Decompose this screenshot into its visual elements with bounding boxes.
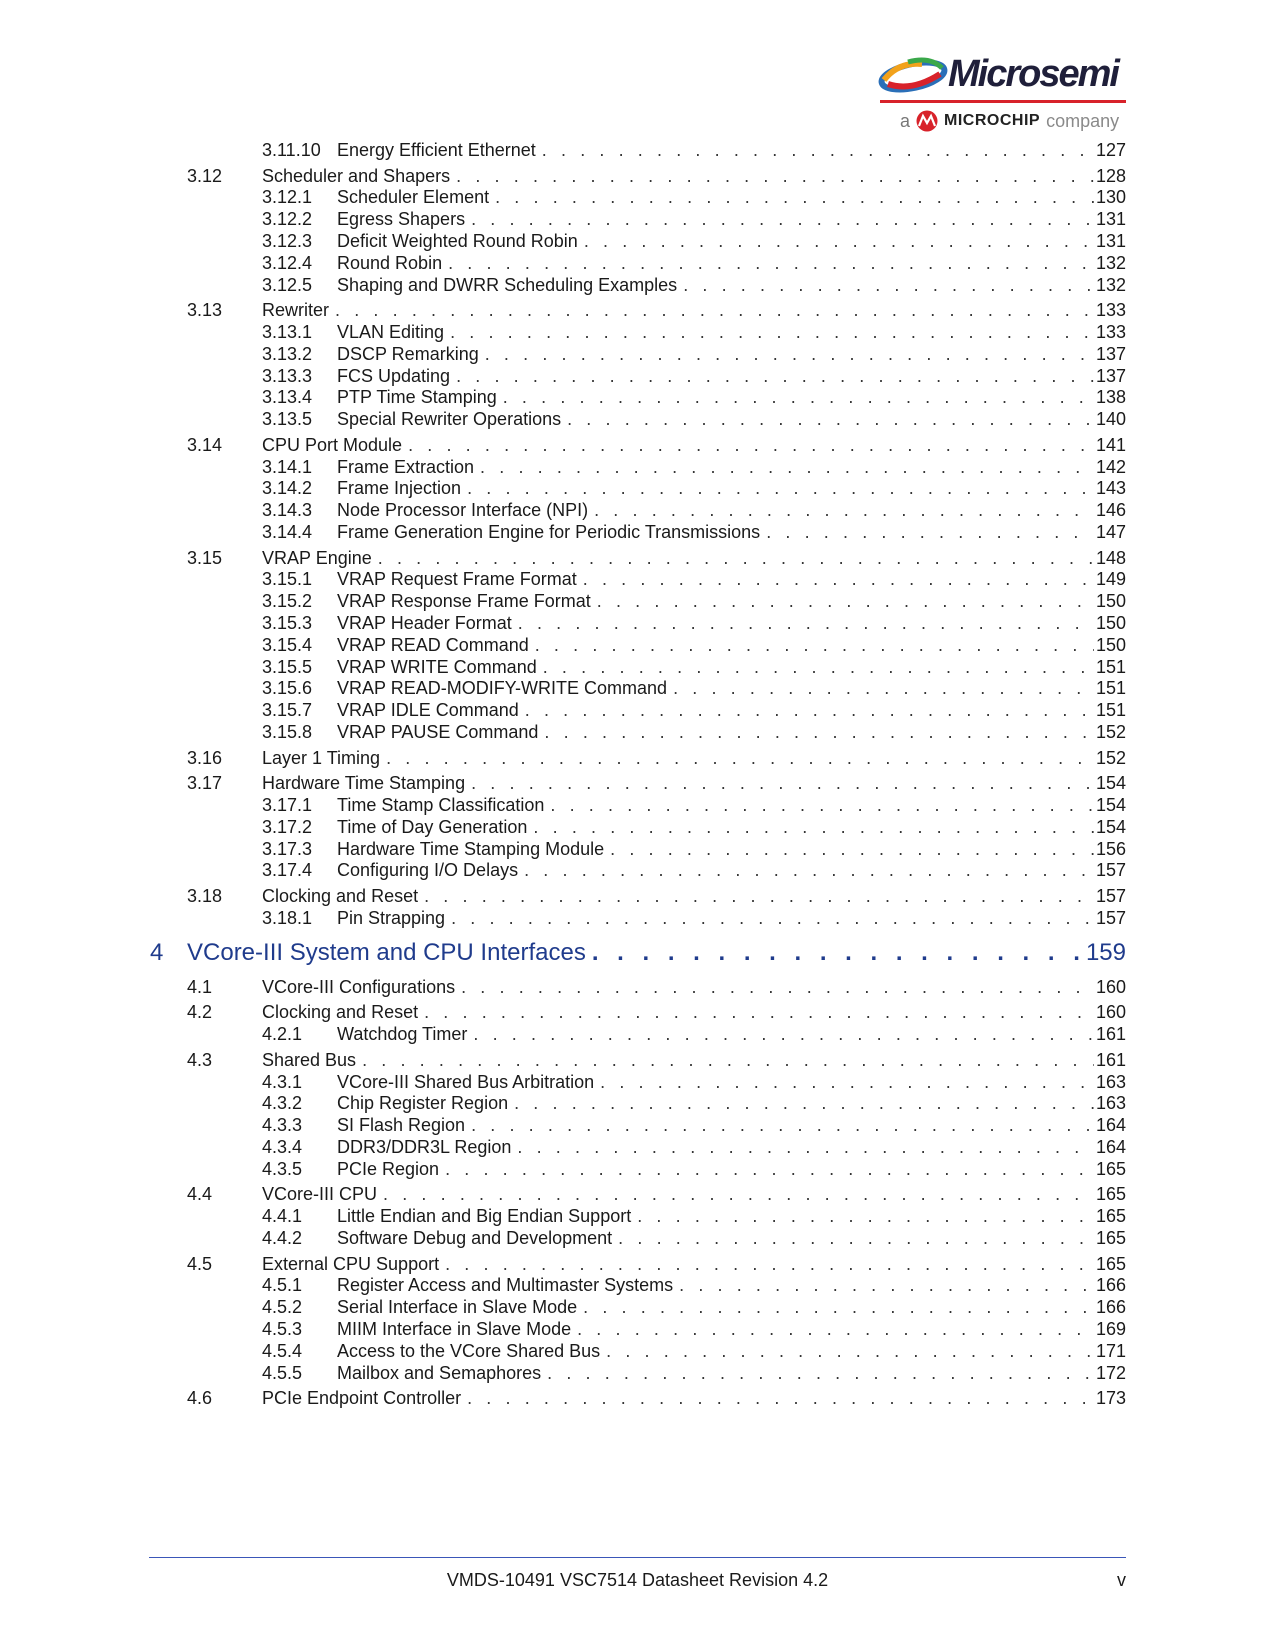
toc-entry[interactable] [262, 612, 1126, 634]
toc-leader-dots [471, 1114, 1094, 1136]
toc-entry-page: 157 [1095, 886, 1126, 906]
toc-entry-number: 3.17 [187, 773, 223, 794]
toc-entry-page: 128 [1095, 165, 1126, 186]
toc-entry-number: 4.5 [187, 1253, 213, 1274]
toc-entry-page: 160 [1095, 976, 1126, 997]
toc-entry-number: 4.5.2 [262, 1297, 303, 1318]
toc-entry-number: 4.3.3 [262, 1115, 303, 1136]
toc-entry-page: 165 [1095, 1206, 1126, 1227]
toc-entry[interactable] [150, 938, 1126, 968]
tagline [900, 108, 1119, 134]
toc-leader-dots [448, 252, 1094, 274]
toc-entry-number: 3.15.8 [262, 722, 313, 742]
toc-entry-number: 3.13.3 [262, 365, 313, 386]
toc-entry[interactable] [262, 1340, 1126, 1362]
toc-entry-number: 3.12.3 [262, 231, 313, 251]
toc-leader-dots [610, 838, 1094, 860]
toc-leader-dots [542, 139, 1094, 161]
toc-leader-dots [533, 816, 1094, 838]
toc-entry-page: 141 [1095, 434, 1126, 455]
toc-entry-number: 3.15.4 [262, 634, 313, 655]
toc-entry-title: Scheduler Element [337, 187, 490, 208]
tagline-company: MICROCHIP [944, 112, 1041, 129]
toc-entry-page: 159 [1085, 938, 1126, 966]
toc-entry[interactable] [187, 547, 1126, 569]
toc-leader-dots [637, 1205, 1094, 1227]
toc-entry-page: 156 [1095, 838, 1126, 859]
toc-entry-number: 3.18 [187, 886, 223, 906]
toc-entry[interactable] [262, 499, 1126, 521]
toc-entry[interactable] [262, 634, 1126, 656]
toc-entry-title: Frame Injection [337, 478, 462, 499]
toc-entry-title: VRAP IDLE Command [337, 700, 519, 721]
toc-leader-dots [408, 434, 1094, 456]
toc-entry-title: Little Endian and Big Endian Support [337, 1206, 632, 1227]
toc-entry-title: FCS Updating [337, 365, 451, 386]
toc-entry-page: 146 [1095, 500, 1126, 521]
toc-entry-page: 131 [1095, 209, 1126, 230]
toc-entry-title: VRAP Request Frame Format [337, 569, 577, 590]
toc-entry-title: DDR3/DDR3L Region [337, 1137, 512, 1157]
toc-entry-title: MIIM Interface in Slave Mode [337, 1319, 572, 1339]
toc-entry[interactable] [262, 838, 1126, 860]
toc-entry-title: PTP Time Stamping [337, 387, 497, 408]
toc-leader-dots [577, 1318, 1094, 1340]
toc-entry[interactable] [262, 1114, 1126, 1136]
toc-entry-page: 150 [1095, 591, 1126, 612]
toc-leader-dots [503, 386, 1094, 408]
toc-entry-number: 4.3.1 [262, 1071, 303, 1092]
toc-leader-dots [543, 656, 1094, 678]
toc-entry-page: 173 [1095, 1388, 1126, 1409]
toc-leader-dots [467, 477, 1094, 499]
toc-entry[interactable] [262, 1362, 1126, 1384]
toc-leader-dots [451, 907, 1094, 929]
toc-entry-number: 3.15.2 [262, 591, 313, 612]
toc-entry[interactable] [262, 139, 1126, 161]
toc-entry-number: 3.18.1 [262, 907, 313, 928]
toc-entry-page: 148 [1095, 547, 1126, 568]
brand-name: Microsemi [948, 53, 1118, 95]
toc-entry-page: 154 [1095, 816, 1126, 837]
toc-entry-page: 163 [1095, 1071, 1126, 1092]
toc-entry-title: External CPU Support [262, 1253, 440, 1274]
toc-entry-title: Egress Shapers [337, 209, 466, 230]
toc-entry-number: 3.17.2 [262, 816, 313, 837]
toc-entry-title: Software Debug and Development [337, 1228, 613, 1248]
toc-leader-dots [592, 938, 1084, 968]
toc-entry[interactable] [262, 1227, 1126, 1249]
toc-leader-dots [535, 634, 1094, 656]
footer-page-number: v [1117, 1570, 1126, 1590]
toc-entry-title: Shared Bus [262, 1049, 357, 1070]
toc-entry-page: 165 [1095, 1253, 1126, 1274]
toc-entry-page: 140 [1095, 409, 1126, 430]
toc-entry[interactable] [187, 1387, 1126, 1409]
toc-entry-page: 169 [1095, 1319, 1126, 1339]
toc-entry-title: Pin Strapping [337, 907, 446, 928]
toc-entry-number: 3.12.2 [262, 209, 313, 230]
toc-entry-title: Frame Extraction [337, 456, 475, 477]
toc-entry-number: 4.3.5 [262, 1158, 303, 1179]
toc-leader-dots [673, 677, 1094, 699]
toc-entry-number: 4 [150, 938, 164, 966]
toc-leader-dots [450, 321, 1094, 343]
toc-entry[interactable] [262, 907, 1126, 929]
toc-entry[interactable] [187, 976, 1126, 998]
toc-entry-page: 164 [1095, 1115, 1126, 1136]
toc-entry[interactable] [262, 590, 1126, 612]
toc-entry-page: 166 [1095, 1297, 1126, 1318]
toc-entry-page: 165 [1095, 1228, 1126, 1248]
toc-entry-title: Layer 1 Timing [262, 747, 381, 768]
toc-entry-page: 127 [1095, 140, 1126, 160]
toc-entry[interactable] [262, 859, 1126, 881]
toc-entry-number: 3.14.2 [262, 478, 313, 499]
toc-entry[interactable] [187, 1183, 1126, 1205]
toc-entry-page: 132 [1095, 274, 1126, 295]
toc-leader-dots [445, 1253, 1094, 1275]
toc-entry-number: 3.15.5 [262, 656, 313, 677]
tagline-prefix: a [900, 110, 911, 131]
toc-entry[interactable] [187, 299, 1126, 321]
toc-entry[interactable] [262, 1071, 1126, 1093]
toc-entry-title: Node Processor Interface (NPI) [337, 500, 589, 521]
toc-entry-title: Time Stamp Classification [337, 795, 545, 815]
toc-entry-title: PCIe Endpoint Controller [262, 1388, 462, 1409]
toc-entry-page: 130 [1095, 187, 1126, 208]
toc-leader-dots [383, 1183, 1094, 1205]
toc-entry-page: 154 [1095, 773, 1126, 794]
toc-leader-dots [386, 747, 1094, 769]
toc-entry-number: 3.12.1 [262, 187, 313, 208]
toc-entry-number: 4.5.5 [262, 1362, 303, 1383]
toc-entry-number: 3.15.7 [262, 700, 313, 721]
toc-entry-number: 4.5.4 [262, 1340, 303, 1361]
toc-leader-dots [550, 794, 1094, 816]
toc-leader-dots [378, 547, 1094, 569]
toc-entry-number: 4.6 [187, 1388, 213, 1409]
toc-entry-title: Serial Interface in Slave Mode [337, 1297, 578, 1318]
toc-entry-page: 150 [1095, 613, 1126, 633]
toc-entry[interactable] [262, 1158, 1126, 1180]
toc-entry-title: VRAP READ Command [337, 634, 529, 655]
toc-entry-page: 137 [1095, 343, 1126, 364]
toc-entry-page: 137 [1095, 365, 1126, 386]
toc-entry[interactable] [262, 1092, 1126, 1114]
microsemi-logo [878, 52, 1128, 136]
toc-leader-dots [461, 976, 1094, 998]
toc-leader-dots [547, 1362, 1094, 1384]
toc-entry-page: 138 [1095, 387, 1126, 408]
toc-entry-page: 152 [1095, 722, 1126, 742]
toc-entry-number: 4.2.1 [262, 1024, 303, 1045]
toc-entry-number: 3.11.10 [262, 140, 321, 160]
toc-entry-number: 4.2 [187, 1002, 213, 1023]
toc-entry[interactable] [262, 208, 1126, 230]
toc-entry-title: VRAP PAUSE Command [337, 722, 539, 742]
toc-entry[interactable] [262, 677, 1126, 699]
toc-entry-title: VRAP WRITE Command [337, 656, 537, 677]
toc-entry-page: 172 [1095, 1362, 1126, 1383]
toc-entry[interactable] [262, 321, 1126, 343]
toc-entry-title: PCIe Region [337, 1158, 440, 1179]
toc-entry[interactable] [262, 1136, 1126, 1158]
toc-leader-dots [594, 499, 1094, 521]
toc-entry-title: CPU Port Module [262, 434, 403, 455]
toc-leader-dots [597, 590, 1094, 612]
toc-entry-number: 3.13.5 [262, 409, 313, 430]
toc-leader-dots [606, 1340, 1094, 1362]
toc-entry-number: 3.14.3 [262, 500, 313, 521]
toc-leader-dots [544, 721, 1094, 743]
toc-entry-title: VRAP Engine [262, 547, 372, 568]
toc-entry[interactable] [187, 1049, 1126, 1071]
toc-entry-number: 3.15.1 [262, 569, 313, 590]
toc-leader-dots [766, 521, 1094, 543]
toc-entry[interactable] [262, 656, 1126, 678]
toc-entry-page: 147 [1095, 522, 1126, 542]
toc-entry-number: 4.4 [187, 1184, 213, 1205]
toc-entry-page: 151 [1095, 678, 1126, 699]
toc-leader-dots [683, 274, 1094, 296]
toc-entry-title: VRAP Response Frame Format [337, 591, 591, 612]
toc-leader-dots [518, 612, 1094, 634]
toc-entry[interactable] [187, 747, 1126, 769]
toc-entry-page: 154 [1095, 795, 1126, 815]
toc-leader-dots [424, 885, 1094, 907]
toc-entry-page: 149 [1095, 569, 1126, 590]
toc-leader-dots [524, 859, 1094, 881]
toc-entry-number: 3.15 [187, 547, 223, 568]
toc-entry[interactable] [262, 186, 1126, 208]
toc-leader-dots [514, 1092, 1094, 1114]
toc-entry-page: 165 [1095, 1184, 1126, 1205]
toc-entry[interactable] [187, 885, 1126, 907]
toc-leader-dots [584, 230, 1094, 252]
toc-entry-title: Rewriter [262, 300, 330, 321]
toc-entry-number: 3.12.4 [262, 252, 313, 273]
toc-leader-dots [456, 165, 1094, 187]
toc-entry[interactable] [262, 816, 1126, 838]
toc-leader-dots [679, 1274, 1094, 1296]
toc-leader-dots [495, 186, 1094, 208]
toc-entry-title: Access to the VCore Shared Bus [337, 1340, 601, 1361]
toc-entry-number: 3.17.1 [262, 795, 313, 815]
toc-entry[interactable] [262, 794, 1126, 816]
toc-leader-dots [567, 408, 1094, 430]
toc-entry-number: 4.4.2 [262, 1228, 303, 1248]
toc-leader-dots [618, 1227, 1094, 1249]
toc-leader-dots [445, 1158, 1094, 1180]
toc-entry-page: 150 [1095, 634, 1126, 655]
toc-entry-title: Special Rewriter Operations [337, 409, 562, 430]
toc-leader-dots [480, 456, 1094, 478]
microsemi-swirl-icon [878, 54, 948, 98]
toc-entry-title: Clocking and Reset [262, 1002, 419, 1023]
toc-entry-title: VCore-III Configurations [262, 976, 456, 997]
toc-entry-number: 3.12.5 [262, 274, 313, 295]
toc-entry-page: 166 [1095, 1275, 1126, 1296]
toc-entry-number: 3.12 [187, 165, 223, 186]
toc-entry[interactable] [262, 1205, 1126, 1227]
toc-entry-number: 4.4.1 [262, 1206, 303, 1227]
toc-entry-title: Configuring I/O Delays [337, 860, 519, 881]
toc-leader-dots [583, 568, 1094, 590]
toc-entry[interactable] [262, 343, 1126, 365]
toc-entry-page: 152 [1095, 747, 1126, 768]
toc-entry-page: 165 [1095, 1158, 1126, 1179]
toc-leader-dots [424, 1001, 1094, 1023]
toc-entry[interactable] [262, 365, 1126, 387]
toc-leader-dots [485, 343, 1094, 365]
toc-entry-title: VCore-III System and CPU Interfaces [187, 938, 586, 966]
toc-entry-number: 3.14 [187, 434, 223, 455]
toc-entry-title: Hardware Time Stamping Module [337, 838, 605, 859]
toc-entry-page: 143 [1095, 478, 1126, 499]
toc-entry-number: 4.3.4 [262, 1137, 303, 1157]
toc-entry[interactable] [262, 1296, 1126, 1318]
toc-entry-page: 164 [1095, 1137, 1126, 1157]
toc-leader-dots [362, 1049, 1094, 1071]
toc-entry[interactable] [187, 772, 1126, 794]
toc-entry-title: DSCP Remarking [337, 343, 479, 364]
toc-entry[interactable] [262, 274, 1126, 296]
toc-entry-number: 3.15.3 [262, 613, 313, 633]
toc-entry-number: 3.15.6 [262, 678, 313, 699]
toc-entry-title: VRAP READ-MODIFY-WRITE Command [337, 678, 668, 699]
toc-entry-title: SI Flash Region [337, 1115, 466, 1136]
toc-entry-title: Time of Day Generation [337, 816, 528, 837]
toc-entry[interactable] [262, 1318, 1126, 1340]
microchip-logo-icon [916, 110, 938, 132]
toc-entry-number: 3.14.1 [262, 456, 313, 477]
toc-entry[interactable] [262, 521, 1126, 543]
toc-entry-page: 160 [1095, 1002, 1126, 1023]
toc-entry-number: 3.17.3 [262, 838, 313, 859]
toc-entry-title: Chip Register Region [337, 1093, 509, 1114]
toc-leader-dots [456, 365, 1094, 387]
toc-entry-number: 3.16 [187, 747, 223, 768]
toc-entry-number: 4.5.3 [262, 1319, 303, 1339]
toc-entry-page: 151 [1095, 656, 1126, 677]
toc-entry[interactable] [187, 1001, 1126, 1023]
toc-entry[interactable] [187, 1253, 1126, 1275]
toc-entry-title: Register Access and Multimaster Systems [337, 1275, 674, 1296]
toc-entry-page: 133 [1095, 322, 1126, 342]
toc-entry[interactable] [262, 386, 1126, 408]
toc-entry-title: Deficit Weighted Round Robin [337, 231, 578, 251]
toc-entry-page: 161 [1095, 1049, 1126, 1070]
toc-entry-title: Mailbox and Semaphores [337, 1362, 542, 1383]
toc-entry-number: 4.1 [187, 976, 213, 997]
toc-entry-page: 171 [1095, 1340, 1126, 1361]
toc-entry[interactable] [262, 1023, 1126, 1045]
toc-entry-number: 3.13 [187, 300, 223, 321]
toc-leader-dots [471, 772, 1094, 794]
footer-rule [149, 1557, 1126, 1558]
toc-leader-dots [473, 1023, 1094, 1045]
toc-entry-number: 3.17.4 [262, 860, 313, 881]
toc-entry-title: VCore-III Shared Bus Arbitration [337, 1071, 595, 1092]
toc-entry[interactable] [262, 568, 1126, 590]
logo-rule [880, 100, 1126, 103]
toc-entry-title: Clocking and Reset [262, 886, 419, 906]
toc-leader-dots [600, 1071, 1094, 1093]
toc-leader-dots [335, 299, 1094, 321]
toc-entry-number: 4.3.2 [262, 1093, 303, 1114]
toc-entry-title: VCore-III CPU [262, 1184, 378, 1205]
toc-leader-dots [467, 1387, 1094, 1409]
toc-entry-page: 133 [1095, 300, 1126, 321]
toc-leader-dots [471, 208, 1094, 230]
toc-entry[interactable] [262, 252, 1126, 274]
toc-entry-title: Shaping and DWRR Scheduling Examples [337, 274, 678, 295]
toc-entry-title: Watchdog Timer [337, 1024, 468, 1045]
toc-entry-title: Energy Efficient Ethernet [337, 140, 536, 160]
toc-leader-dots [583, 1296, 1094, 1318]
toc-entry-page: 132 [1095, 252, 1126, 273]
toc-entry[interactable] [262, 408, 1126, 430]
toc-entry-number: 3.13.4 [262, 387, 313, 408]
toc-entry-number: 3.13.2 [262, 343, 313, 364]
toc-entry-title: VRAP Header Format [337, 613, 512, 633]
toc-entry[interactable] [262, 721, 1126, 743]
tagline-suffix: company [1046, 110, 1120, 131]
toc-entry[interactable] [262, 477, 1126, 499]
toc-entry-page: 163 [1095, 1093, 1126, 1114]
toc-entry-number: 3.13.1 [262, 322, 313, 342]
toc-entry-page: 142 [1095, 456, 1126, 477]
toc-entry-title: Round Robin [337, 252, 443, 273]
toc-entry[interactable] [187, 165, 1126, 187]
toc-entry-page: 151 [1095, 700, 1126, 721]
toc-leader-dots [525, 699, 1094, 721]
toc-entry-title: Hardware Time Stamping [262, 773, 466, 794]
toc-entry-title: Scheduler and Shapers [262, 165, 451, 186]
toc-entry-number: 4.5.1 [262, 1275, 303, 1296]
toc-entry[interactable] [187, 434, 1126, 456]
toc-entry-title: VLAN Editing [337, 322, 445, 342]
toc-entry-page: 157 [1095, 860, 1126, 881]
toc-entry-title: Frame Generation Engine for Periodic Transmissions [337, 522, 761, 542]
toc-entry[interactable] [262, 456, 1126, 478]
toc-entry-number: 4.3 [187, 1049, 213, 1070]
toc-entry-page: 161 [1095, 1024, 1126, 1045]
toc-entry[interactable] [262, 1274, 1126, 1296]
toc-leader-dots [517, 1136, 1094, 1158]
toc-entry-page: 157 [1095, 907, 1126, 928]
toc-entry-page: 131 [1095, 231, 1126, 251]
toc-entry[interactable] [262, 699, 1126, 721]
toc-entry-number: 3.14.4 [262, 522, 313, 542]
footer-document-title: VMDS-10491 VSC7514 Datasheet Revision 4.2 [446, 1570, 829, 1590]
toc-entry[interactable] [262, 230, 1126, 252]
